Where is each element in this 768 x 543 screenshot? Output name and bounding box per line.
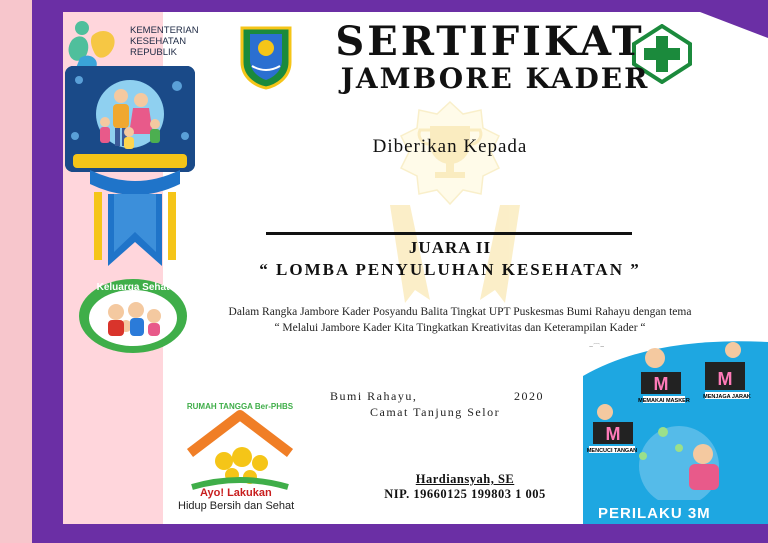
keluarga-sehat-badge (78, 278, 188, 354)
phbs-slogan-1: Ayo! Lakukan (200, 487, 272, 499)
certificate-subtitle: JAMBORE KADER (340, 62, 650, 95)
regency-emblem-icon (238, 24, 294, 90)
phbs-arc-text: RUMAH TANGGA Ber-PHBS (186, 402, 294, 411)
pink-border (0, 0, 32, 543)
ministry-line-1: KEMENTERIAN (130, 25, 199, 36)
signer-nip: NIP. 19660125 199803 1 005 (384, 487, 546, 501)
perilaku-3m-caption: PERILAKU 3M (598, 505, 711, 522)
recipient-name-line (266, 232, 632, 235)
given-to-label: Diberikan Kepada (372, 136, 528, 157)
m3-label-2: MENJAGA JARAK (703, 394, 751, 400)
medal-ribbon-icon (90, 170, 180, 270)
perilaku-3m-panel (583, 336, 768, 524)
keluarga-title: Keluarga Sehat (96, 282, 170, 293)
family-icon (65, 66, 195, 172)
kemenkes-logo-icon (66, 18, 122, 70)
signature-year: 2020 (514, 389, 544, 403)
phbs-slogan-2: Hidup Bersih dan Sehat (178, 500, 295, 512)
corner-decoration (700, 12, 768, 38)
m3-label-1: MEMAKAI MASKER (638, 398, 690, 404)
description-line-1: Dalam Rangka Jambore Kader Posyandu Balita Tingkat UPT Puskesmas Bumi Rahayu dengan tema (228, 306, 692, 318)
certificate-title: SERTIFIKAT (335, 18, 645, 65)
description-line-2: “ Melalui Jambore Kader Kita Tingkatkan Kreativitas dan Keterampilan Kader “ (274, 322, 646, 334)
signer-name: Hardiansyah, SE (415, 472, 515, 486)
ministry-line-2: KESEHATAN (130, 36, 187, 47)
small-signature-mark: ~⌒~ (589, 344, 605, 351)
svg-text:M: M (653, 374, 669, 394)
signature-place: Bumi Rahayu, (330, 389, 418, 403)
ministry-line-3: REPUBLIK (130, 47, 177, 58)
family-illustration (65, 66, 195, 172)
competition-name: “ LOMBA PENYULUHAN KESEHATAN ” (259, 260, 641, 279)
kemenkes-text (130, 25, 199, 58)
svg-text:M: M (717, 369, 733, 389)
m3-label-3: MENCUCI TANGAN (586, 448, 638, 454)
svg-text:M: M (605, 424, 621, 444)
award-rank: JUARA II (408, 238, 492, 257)
signature-role: Camat Tanjung Selor (370, 405, 501, 419)
